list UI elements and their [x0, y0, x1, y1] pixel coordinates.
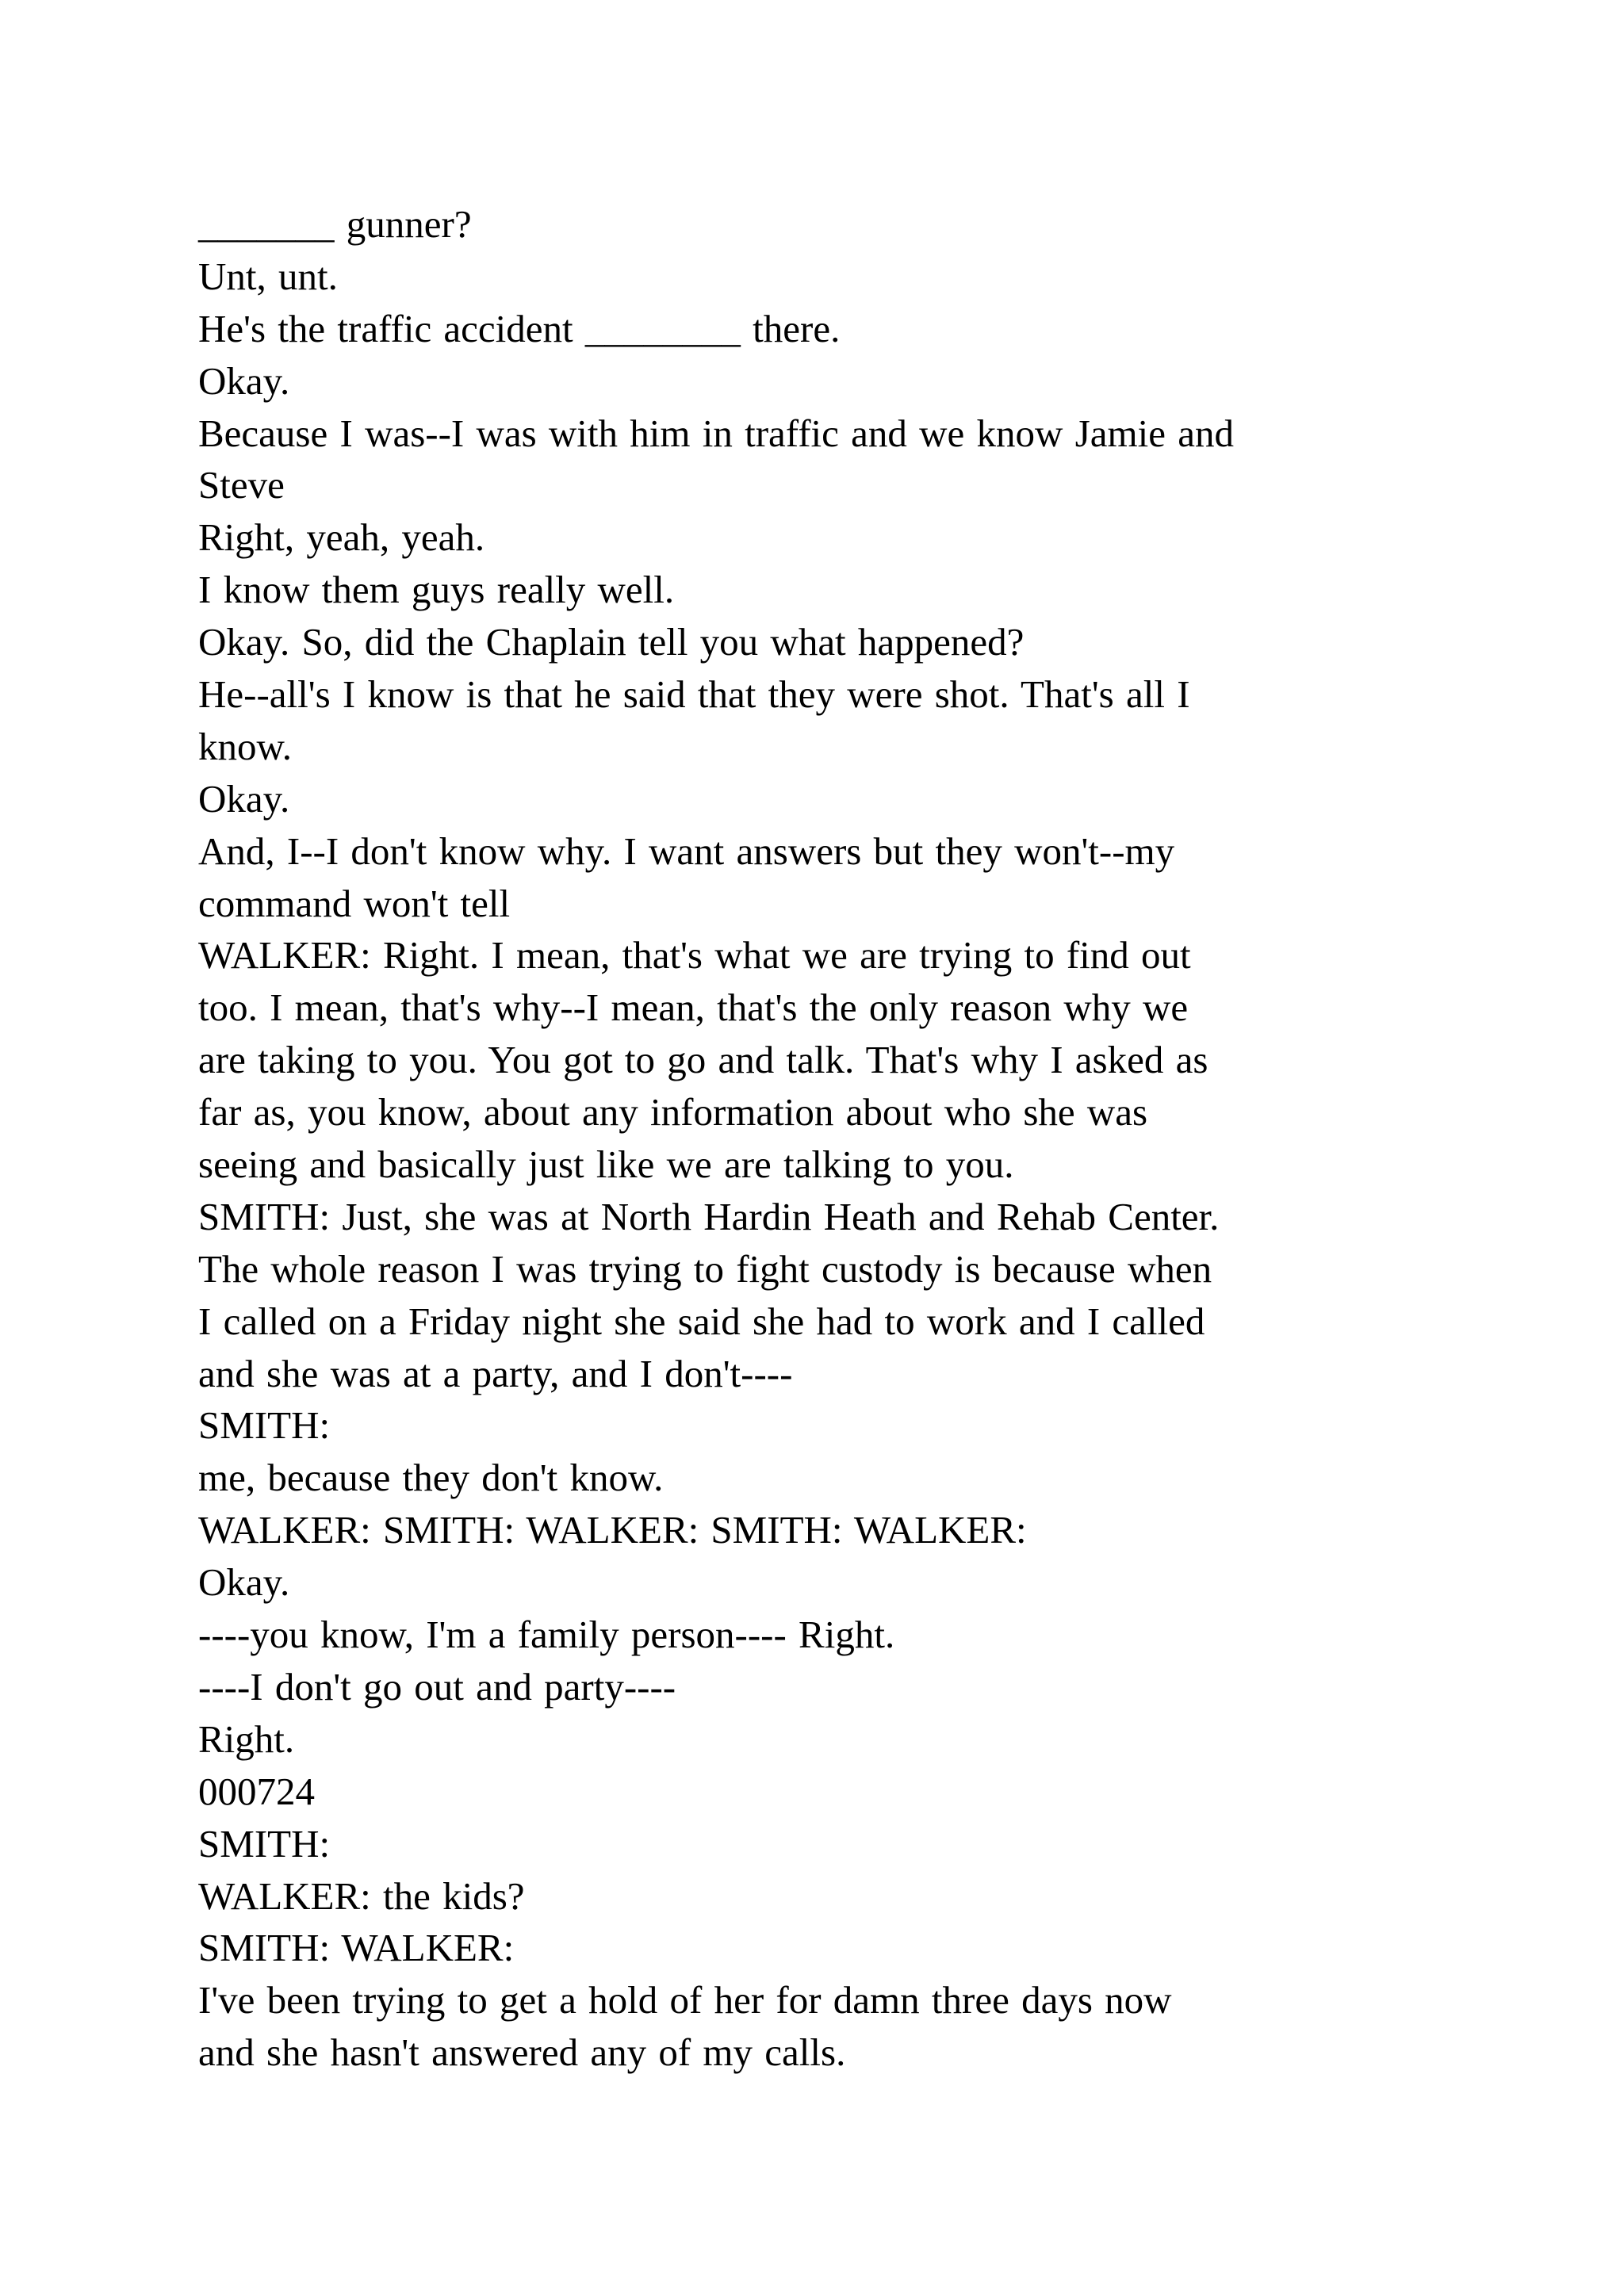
text-line: Okay. So, did the Chaplain tell you what happened?: [198, 620, 1025, 664]
text-line: He--all's I know is that he said that they were shot. That's all I: [198, 672, 1190, 717]
text-line: far as, you know, about any information about who she was: [198, 1090, 1148, 1135]
text-line: ----you know, I'm a family person---- Right.: [198, 1613, 895, 1657]
text-line: command won't tell: [198, 881, 511, 925]
text-line: _______ gunner?: [198, 202, 472, 246]
text-line: Right, yeah, yeah.: [198, 515, 485, 560]
text-line: are taking to you. You got to go and talk. That's why I asked as: [198, 1038, 1208, 1082]
text-line: WALKER: Right. I mean, that's what we are trying to find out: [198, 933, 1191, 978]
text-line: SMITH: Just, she was at North Hardin Heath and Rehab Center.: [198, 1194, 1220, 1238]
text-line: seeing and basically just like we are talking to you.: [198, 1142, 1014, 1187]
text-line: I've been trying to get a hold of her for damn three days now: [198, 1978, 1172, 2022]
text-line: Because I was--I was with him in traffic and we know Jamie and: [198, 411, 1234, 455]
text-line: I called on a Friday night she said she had to work and I called: [198, 1299, 1205, 1343]
text-line: The whole reason I was trying to fight custody is because when: [198, 1246, 1212, 1291]
text-line: SMITH:: [198, 1403, 331, 1448]
transcript-text: [198, 198, 1467, 2079]
text-line: Right.: [198, 1716, 295, 1761]
text-line: WALKER: the kids?: [198, 1873, 525, 1918]
text-line: He's the traffic accident ________ there.: [198, 306, 841, 350]
text-line: and she hasn't answered any of my calls.: [198, 2030, 846, 2075]
text-line: Steve: [198, 463, 285, 507]
text-line: too. I mean, that's why--I mean, that's the only reason why we: [198, 985, 1189, 1030]
text-line: me, because they don't know.: [198, 1456, 664, 1500]
text-line: and she was at a party, and I don't----: [198, 1351, 793, 1395]
text-line: Okay.: [198, 1560, 290, 1605]
text-line: Okay.: [198, 776, 290, 821]
text-line: I know them guys really well.: [198, 568, 675, 612]
text-line: SMITH: WALKER:: [198, 1926, 515, 1970]
text-line: ----I don't go out and party----: [198, 1664, 676, 1709]
text-line: know.: [198, 724, 292, 768]
text-line: And, I--I don't know why. I want answers but they won't--my: [198, 828, 1175, 873]
text-line: Okay.: [198, 358, 290, 403]
text-line: WALKER: SMITH: WALKER: SMITH: WALKER:: [198, 1508, 1027, 1552]
bates-number: 000724: [198, 1769, 315, 1813]
text-line: SMITH:: [198, 1821, 331, 1866]
text-line: Unt, unt.: [198, 254, 338, 298]
